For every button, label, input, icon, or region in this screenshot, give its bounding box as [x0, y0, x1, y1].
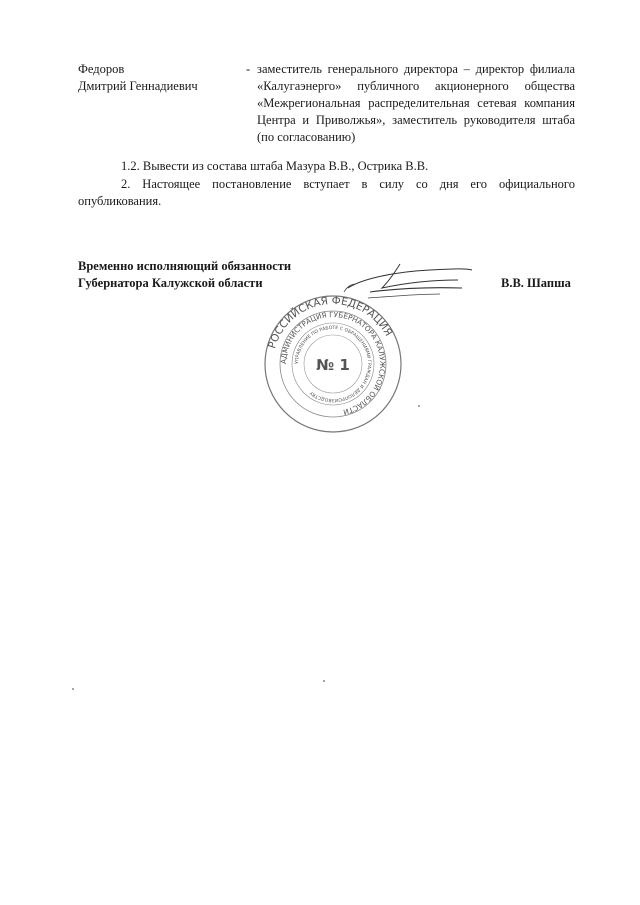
member-name	[78, 61, 198, 95]
scan-speck	[418, 405, 420, 407]
official-seal	[258, 294, 408, 434]
signatory-title-line-1: Временно исполняющий обязанности	[78, 259, 292, 273]
seal-middle-ring-text: АДМИНИСТРАЦИЯ ГУБЕРНАТОРА КАЛУЖСКОЙ ОБЛАСТИ	[278, 309, 388, 417]
scan-speck	[72, 688, 74, 690]
paragraph-2: 2. Настоящее постановление вступает в силу со дня его официального опубликования.	[78, 177, 575, 208]
member-given-names: Дмитрий Геннадиевич	[78, 79, 198, 93]
paragraph-1-2: 1.2. Вывести из состава штаба Мазура В.В., Острика В.В.	[121, 159, 429, 173]
signatory-title	[78, 258, 291, 292]
scan-speck	[323, 680, 325, 682]
signatory-name: В.В. Шапша	[501, 276, 571, 290]
seal-inner-ring-text: УПРАВЛЕНИЕ ПО РАБОТЕ С ОБРАЩЕНИЯМИ ГРАЖДАН И ДЕЛОПРОИЗВОДСТВУ	[294, 325, 372, 403]
seal-outer-ring-text: РОССИЙСКАЯ ФЕДЕРАЦИЯ	[266, 294, 395, 351]
member-role: заместитель генерального директора – директор филиала «Калугаэнерго» публичного акционерного общества «Межрегиональная распределительная сетевая компания Центра и Приволжья», заместитель руководителя штаба (по согласованию)	[257, 62, 575, 144]
member-surname: Федоров	[78, 62, 125, 76]
member-dash: -	[246, 62, 251, 76]
seal-number: № 1	[316, 356, 350, 374]
signatory-title-line-2: Губернатора Калужской области	[78, 276, 263, 290]
